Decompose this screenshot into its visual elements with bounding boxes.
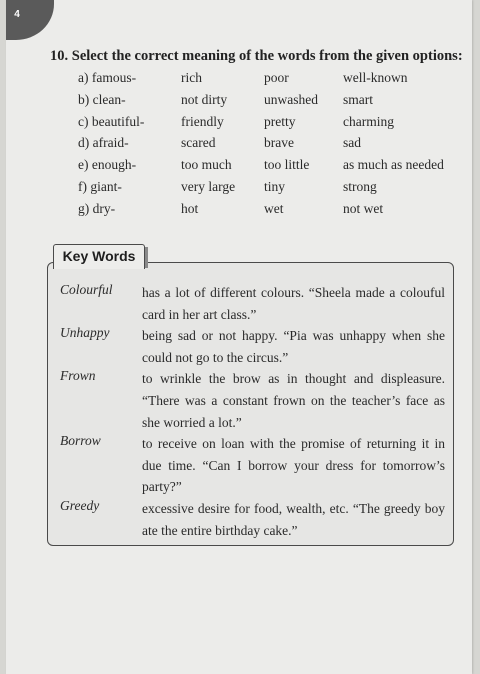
option-choice: well-known [343, 70, 408, 85]
option-choice: not wet [343, 200, 384, 216]
key-word-term: Unhappy [60, 325, 110, 341]
option-choice: tiny [264, 178, 286, 194]
question-text: Select the correct meaning of the words from the given options: [71, 48, 463, 64]
option-choice: pretty [264, 113, 296, 129]
key-word-definition: excessive desire for food, wealth, etc. “The greedy boy ate the entire birthday cake.” [142, 500, 445, 538]
option-word: f) giant- [78, 178, 122, 194]
key-word-definition: being sad or not happy. “Pia was unhappy when she could not go to the circus.” [142, 328, 445, 365]
option-word: b) clean- [78, 91, 126, 107]
option-choice: very large [181, 178, 236, 194]
key-word-term: Borrow [60, 433, 101, 449]
option-word: c) beautiful- [78, 113, 145, 129]
option-choice: too little [264, 157, 310, 173]
question-heading [50, 48, 470, 65]
key-word-definition: to receive on loan with the promise of returning it in due time. “Can I borrow your dress for tomorrow’s party?” [142, 436, 445, 495]
option-choice: poor [264, 70, 289, 85]
option-choice: unwashed [264, 91, 318, 107]
key-word-entry [60, 433, 445, 498]
question-number: 10. [50, 48, 69, 64]
key-word-term: Greedy [60, 497, 100, 513]
option-choice: rich [181, 70, 202, 85]
key-word-term: Colourful [60, 282, 113, 297]
option-choice: hot [181, 200, 199, 216]
key-word-term: Frown [60, 368, 96, 384]
key-word-entry [60, 498, 445, 541]
option-choice: as much as needed [343, 157, 444, 173]
option-word: g) dry- [78, 200, 116, 216]
option-choice: brave [264, 135, 294, 151]
option-choice: friendly [181, 113, 224, 129]
key-word-definition: has a lot of different colours. “Sheela made a colouful card in her art class.” [142, 285, 445, 322]
option-word: d) afraid- [78, 135, 129, 151]
key-word-entry [60, 282, 445, 325]
option-choice: smart [343, 91, 373, 107]
key-word-definition: to wrinkle the brow as in thought and displeasure. “There was a constant frown on the teacher’s face as she worried a lot.” [142, 371, 445, 430]
page-number: 4 [14, 9, 20, 20]
key-words-list [60, 282, 445, 541]
option-choice: not dirty [181, 91, 228, 107]
option-choice: scared [181, 135, 216, 151]
option-choice: too much [181, 157, 232, 173]
key-words-title: Key Words [62, 248, 136, 264]
key-words-tab [53, 244, 145, 269]
option-word: a) famous- [78, 70, 137, 85]
option-choice: strong [343, 178, 377, 194]
option-choice: sad [343, 135, 361, 151]
key-word-entry [60, 325, 445, 368]
key-word-entry [60, 368, 445, 433]
option-choice: charming [343, 113, 394, 129]
option-choice: wet [264, 200, 284, 216]
option-word: e) enough- [78, 157, 137, 173]
